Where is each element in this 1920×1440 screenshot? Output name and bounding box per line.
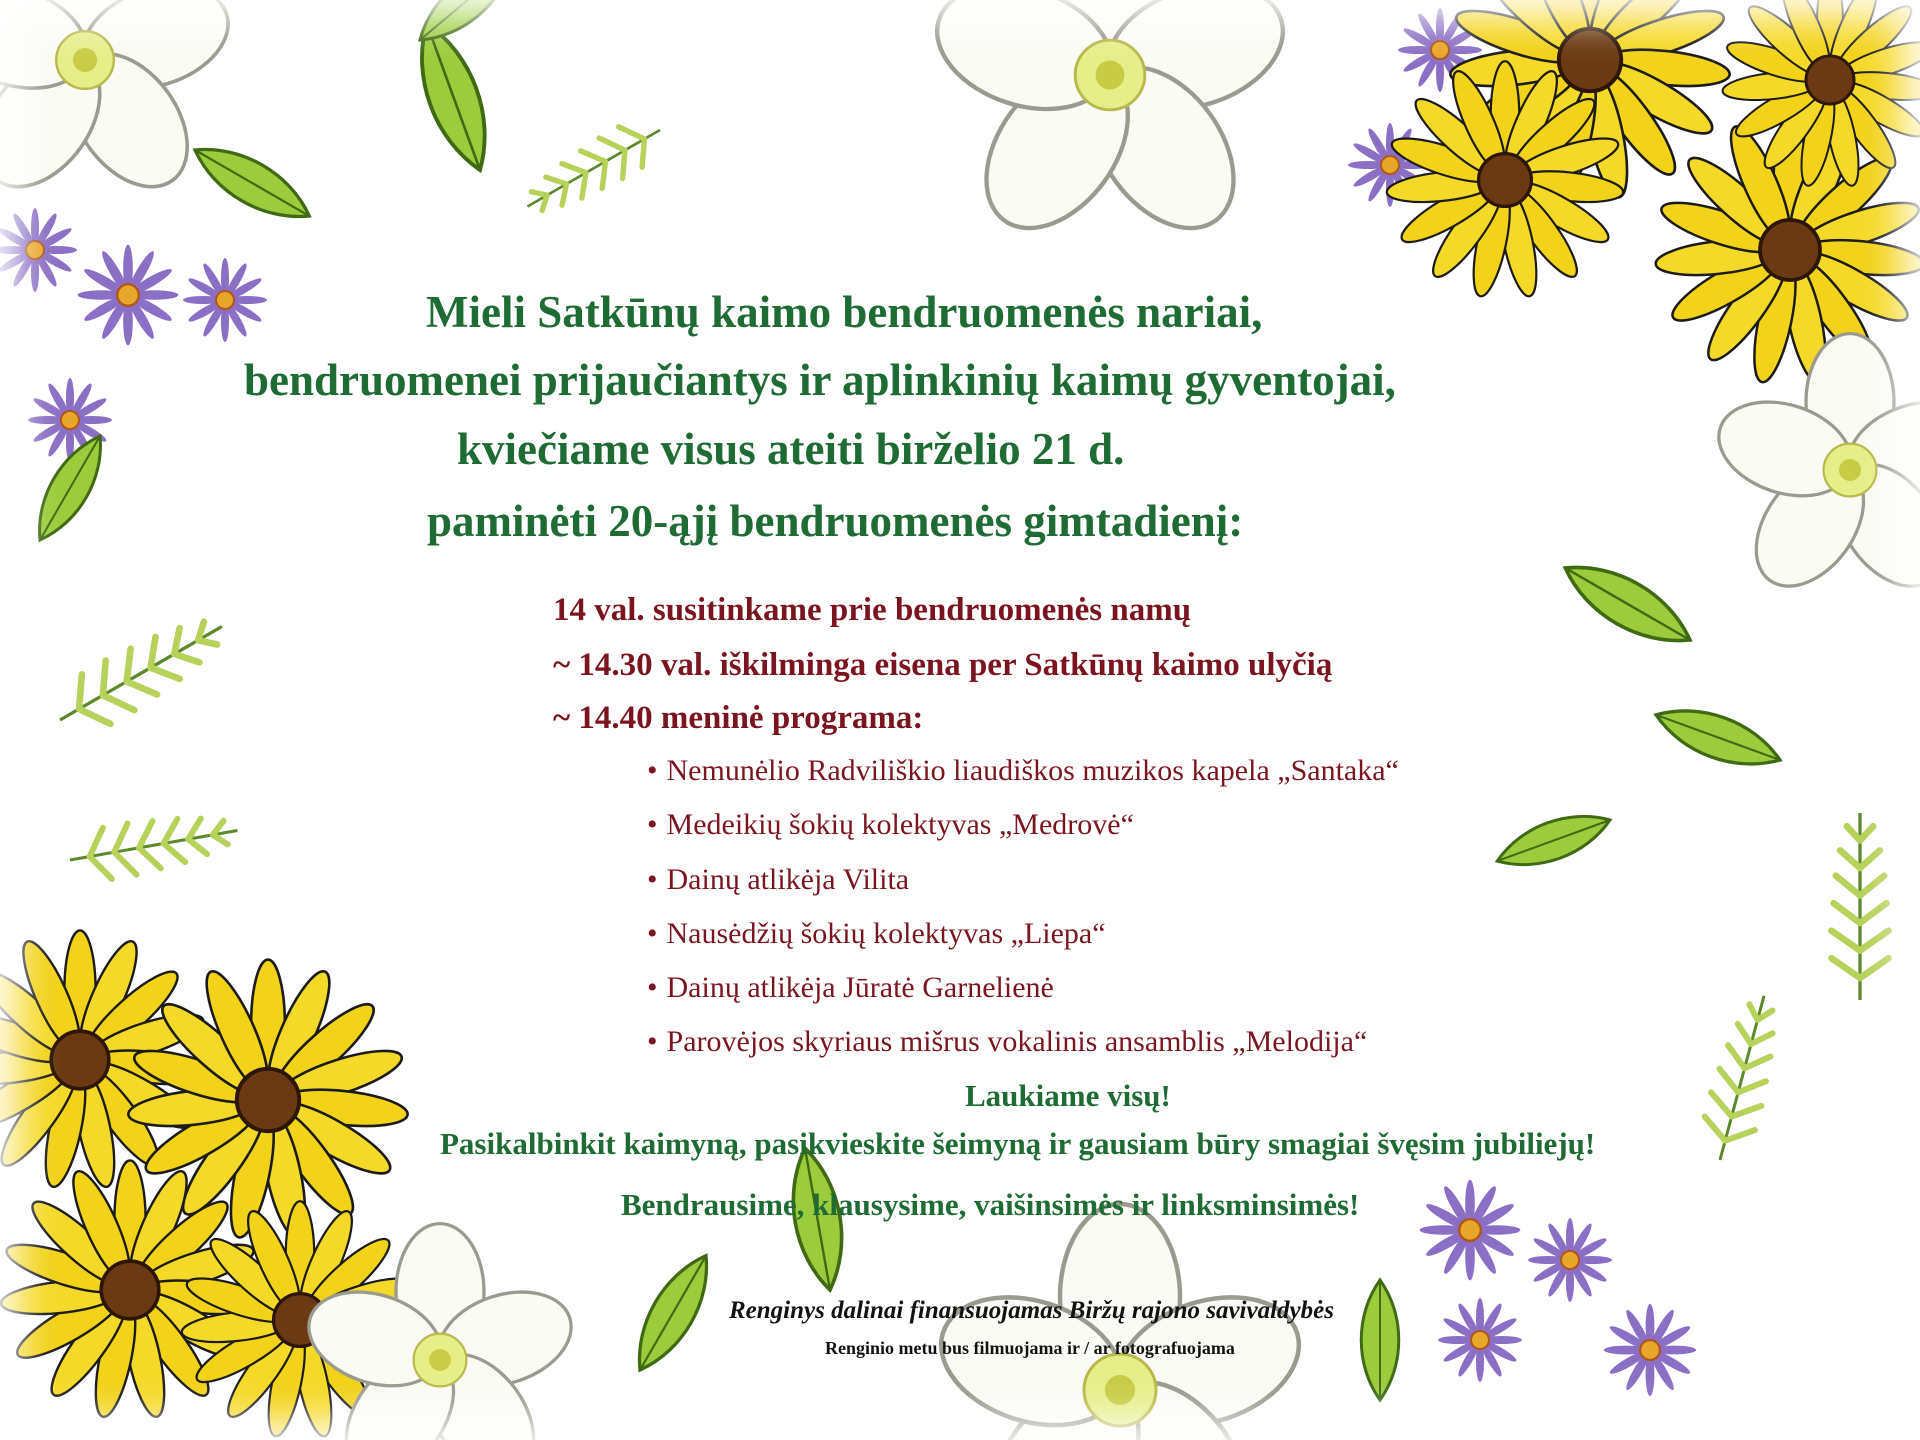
purple-aster-icon [1604,1304,1696,1396]
recording-note: Renginio metu bus filmuojama ir / ar fotografuojama [825,1338,1235,1358]
purple-aster-icon [0,208,77,292]
performer-item [647,807,1134,843]
bullet: • [647,1025,658,1058]
purple-aster-icon [1528,1218,1612,1302]
birch-leaf-icon [185,132,320,234]
schedule-item: ~ 14.40 meninė programa: [553,700,924,736]
bullet: • [647,808,658,841]
performer-item [647,970,1054,1006]
birch-leaf-icon [1491,802,1617,878]
fern-sprig-icon [1695,989,1789,1167]
white-flower-icon [921,0,1299,255]
greeting-line-2: bendruomenei prijaučiantys ir aplinkinių kaimų gyventojai, [244,355,1396,405]
performer-name: Nemunėlio Radviliškio liaudiškos muzikos kapela „Santaka“ [666,754,1399,787]
bullet: • [647,754,658,787]
activities-line: Bendrausime, klausysime, vaišinsimės ir linksminsimės! [621,1187,1360,1222]
white-flower-icon [0,0,241,209]
schedule-item: ~ 14.30 val. iškilminga eisena per Satkūnų kaimo ulyčią [553,647,1333,683]
bullet: • [647,971,658,1004]
fern-sprig-icon [65,805,241,886]
birch-leaf-icon [1649,695,1787,779]
greeting-line-4: paminėti 20-ąjį bendruomenės gimtadienį: [427,496,1244,546]
performer-name: Medeikių šokių kolektyvas „Medrovė“ [666,808,1134,841]
performer-name: Dainų atlikėja Jūratė Garnelienė [666,971,1054,1004]
greeting-line-3: kviečiame visus ateiti birželio 21 d. [457,424,1125,474]
fern-sprig-icon [1831,813,1888,1000]
birch-leaf-icon [1554,549,1701,660]
purple-aster-icon [1420,1180,1521,1281]
performer-item [647,753,1399,789]
welcome-line: Laukiame visų! [965,1078,1171,1113]
bullet: • [647,863,658,896]
fern-sprig-icon [46,602,237,745]
funding-note: Renginys dalinai finansuojamas Biržų rajono savivaldybės [729,1297,1334,1324]
performer-item [647,862,909,898]
purple-aster-icon [1438,1298,1522,1382]
birch-leaf-icon [1361,1280,1399,1400]
performer-name: Parovėjos skyriaus mišrus vokalinis ansamblis „Melodija“ [666,1025,1368,1058]
birch-leaf-icon [622,1245,724,1380]
performer-name: Nausėdžių šokių kolektyvas „Liepa“ [666,917,1106,950]
fern-sprig-icon [516,110,672,227]
schedule-item: 14 val. susitinkame prie bendruomenės namų [553,592,1192,628]
greeting-line-1: Mieli Satkūnų kaimo bendruomenės nariai, [426,287,1263,337]
bullet: • [647,917,658,950]
performer-item [647,916,1106,952]
call-line: Pasikalbinkit kaimyną, pasikvieskite šeimyną ir gausiam būry smagiai švęsim jubiliejų! [440,1126,1596,1161]
performer-item [647,1024,1367,1060]
performer-name: Dainų atlikėja Vilita [666,863,910,896]
